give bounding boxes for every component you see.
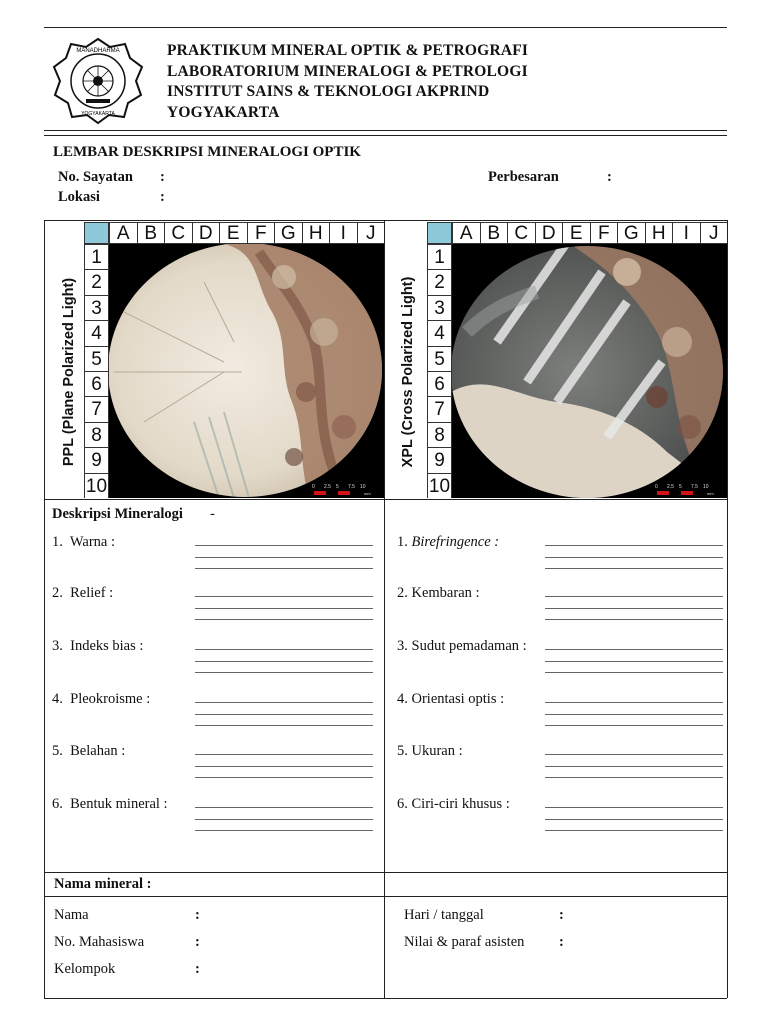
left-item-4-label: 4. Pleokroisme :	[52, 691, 151, 707]
header-text	[167, 41, 528, 123]
xpl-row-9: 9	[427, 447, 452, 473]
xpl-scale-segment	[657, 491, 669, 495]
ppl-row-2: 2	[84, 269, 109, 295]
xpl-row-4: 4	[427, 320, 452, 346]
left-item-3-answer-line[interactable]	[195, 649, 373, 650]
right-item-6-answer-line[interactable]	[545, 807, 723, 808]
ppl-column-f: F	[247, 222, 276, 244]
right-item-2-answer-line[interactable]	[545, 608, 723, 609]
xpl-row-5: 5	[427, 346, 452, 372]
left-item-5-answer-line[interactable]	[195, 777, 373, 778]
xpl-row-10: 10	[427, 473, 452, 498]
xpl-column-e: E	[562, 222, 591, 244]
footer-no-mahasiswa-label: No. Mahasiswa	[54, 934, 145, 950]
header-line-1: PRAKTIKUM MINERAL OPTIK & PETROGRAFI	[167, 42, 529, 59]
left-item-3-label: 3. Indeks bias :	[52, 638, 144, 654]
right-item-6-answer-line[interactable]	[545, 830, 723, 831]
logo-text-top: MANADHARMA	[76, 48, 120, 54]
ppl-scale-segment	[338, 491, 350, 495]
frame-left	[44, 220, 45, 998]
right-item-4-answer-line[interactable]	[545, 702, 723, 703]
footer-kelompok-label: Kelompok	[54, 961, 116, 977]
left-item-6-label: 6. Bentuk mineral :	[52, 796, 168, 812]
xpl-scale-tick-label: 5	[679, 484, 682, 490]
left-item-3-answer-line[interactable]	[195, 661, 373, 662]
left-item-5-label: 5. Belahan :	[52, 743, 126, 759]
no-sayatan-colon: :	[160, 169, 165, 185]
nama-mineral-top-rule	[44, 872, 727, 873]
right-item-5-answer-line[interactable]	[545, 766, 723, 767]
xpl-column-f: F	[590, 222, 619, 244]
right-item-4-label: 4. Orientasi optis :	[397, 691, 505, 707]
description-title: Deskripsi Mineralogi	[52, 506, 183, 522]
left-item-2-answer-line[interactable]	[195, 608, 373, 609]
xpl-micrograph	[427, 222, 727, 498]
xpl-scale-segment	[693, 491, 705, 495]
perbesaran-label: Perbesaran	[488, 169, 559, 185]
right-item-1-answer-line[interactable]	[545, 557, 723, 558]
ppl-column-g: G	[274, 222, 303, 244]
left-item-1-answer-line[interactable]	[195, 545, 373, 546]
ppl-label: PPL (Plane Polarized Light)	[61, 277, 77, 467]
description-title-dash: -	[210, 506, 215, 522]
xpl-scale-unit: mm	[707, 491, 714, 496]
footer-nilai-paraf-label: Nilai & paraf asisten	[404, 934, 525, 950]
ppl-scale-tick-label: 0	[312, 484, 315, 490]
right-item-1-label: 1. Birefringence :	[397, 534, 500, 550]
left-item-4-answer-line[interactable]	[195, 714, 373, 715]
birefringence-label: Birefringence :	[411, 534, 500, 550]
ppl-column-d: D	[192, 222, 221, 244]
lokasi-colon: :	[160, 189, 165, 205]
ppl-scale-unit: mm	[364, 491, 371, 496]
left-item-6-answer-line[interactable]	[195, 807, 373, 808]
ppl-row-5: 5	[84, 346, 109, 372]
left-item-5-answer-line[interactable]	[195, 766, 373, 767]
right-item-1-answer-line[interactable]	[545, 568, 723, 569]
ppl-column-j: J	[357, 222, 385, 244]
frame-bottom	[44, 998, 727, 999]
perbesaran-colon: :	[607, 169, 612, 185]
left-item-2-answer-line[interactable]	[195, 619, 373, 620]
xpl-column-i: I	[672, 222, 701, 244]
right-item-3-answer-line[interactable]	[545, 661, 723, 662]
institution-logo	[50, 35, 146, 125]
ppl-column-i: I	[329, 222, 358, 244]
right-item-2-answer-line[interactable]	[545, 596, 723, 597]
sheet-title: LEMBAR DESKRIPSI MINERALOGI OPTIK	[53, 144, 361, 160]
ppl-row-1: 1	[84, 244, 109, 270]
xpl-scale-tick-label: 10	[703, 484, 709, 490]
xpl-row-8: 8	[427, 422, 452, 448]
footer-hari-tanggal-label: Hari / tanggal	[404, 907, 484, 923]
ppl-scale-tick-label: 5	[336, 484, 339, 490]
ppl-row-4: 4	[84, 320, 109, 346]
no-sayatan-label: No. Sayatan	[58, 169, 133, 185]
right-item-6-answer-line[interactable]	[545, 819, 723, 820]
micro-bottom-rule	[44, 499, 727, 500]
frame-right	[727, 220, 728, 998]
right-item-6-label: 6. Ciri-ciri khusus :	[397, 796, 510, 812]
xpl-row-3: 3	[427, 295, 452, 321]
ppl-grid-corner	[84, 222, 109, 244]
xpl-scale-tick-label: 0	[655, 484, 658, 490]
ppl-scale-tick-label: 10	[360, 484, 366, 490]
ppl-row-7: 7	[84, 396, 109, 422]
header-line-4: YOGYAKARTA	[167, 103, 280, 121]
xpl-column-b: B	[480, 222, 509, 244]
xpl-scale-tick-label: 7.5	[691, 484, 698, 490]
right-item-4-answer-line[interactable]	[545, 725, 723, 726]
xpl-label: XPL (Cross Polarized Light)	[400, 276, 416, 468]
footer-kelompok-colon: :	[195, 961, 200, 977]
left-item-6-answer-line[interactable]	[195, 830, 373, 831]
right-item-4-answer-line[interactable]	[545, 714, 723, 715]
xpl-row-7: 7	[427, 396, 452, 422]
right-item-5-label: 5. Ukuran :	[397, 743, 463, 759]
lokasi-label: Lokasi	[58, 189, 100, 205]
left-item-3-answer-line[interactable]	[195, 672, 373, 673]
right-item-5-answer-line[interactable]	[545, 754, 723, 755]
ppl-scale-segment	[350, 491, 362, 495]
logo-text-bottom: YOGYAKARTA	[81, 111, 115, 117]
left-item-4-answer-line[interactable]	[195, 725, 373, 726]
right-item-2-answer-line[interactable]	[545, 619, 723, 620]
xpl-column-g: G	[617, 222, 646, 244]
left-item-2-answer-line[interactable]	[195, 596, 373, 597]
footer-hari-tanggal-colon: :	[559, 907, 564, 923]
ppl-column-c: C	[164, 222, 193, 244]
ppl-scale-segment	[314, 491, 326, 495]
xpl-scale-bar	[657, 484, 717, 496]
frame-middle	[384, 220, 385, 998]
xpl-grid-corner	[427, 222, 452, 244]
xpl-column-d: D	[535, 222, 564, 244]
header-rule-1	[44, 130, 727, 131]
footer-nama-label: Nama	[54, 907, 89, 923]
ppl-scale-bar	[314, 484, 374, 496]
left-item-6-answer-line[interactable]	[195, 819, 373, 820]
left-item-1-label: 1. Warna :	[52, 534, 115, 550]
right-item-2-label: 2. Kembaran :	[397, 585, 480, 601]
header-rule-2	[44, 135, 727, 136]
frame-top	[44, 220, 727, 221]
right-item-3-answer-line[interactable]	[545, 649, 723, 650]
xpl-scale-segment	[669, 491, 681, 495]
footer-nama-colon: :	[195, 907, 200, 923]
left-item-2-label: 2. Relief :	[52, 585, 114, 601]
ppl-scale-tick-label: 7.5	[348, 484, 355, 490]
right-item-5-answer-line[interactable]	[545, 777, 723, 778]
ppl-micrograph	[84, 222, 384, 498]
nama-mineral-label: Nama mineral :	[54, 876, 152, 892]
top-rule	[44, 27, 727, 28]
right-item-3-label: 3. Sudut pemadaman :	[397, 638, 527, 654]
right-item-3-answer-line[interactable]	[545, 672, 723, 673]
ppl-row-6: 6	[84, 371, 109, 397]
left-item-1-answer-line[interactable]	[195, 568, 373, 569]
left-item-5-answer-line[interactable]	[195, 754, 373, 755]
xpl-scale-segment	[681, 491, 693, 495]
xpl-scale-tick-label: 2.5	[667, 484, 674, 490]
right-item-1-answer-line[interactable]	[545, 545, 723, 546]
ppl-column-e: E	[219, 222, 248, 244]
xpl-column-h: H	[645, 222, 674, 244]
header-line-3: INSTITUT SAINS & TEKNOLOGI AKPRIND	[167, 83, 490, 100]
ppl-scale-segment	[326, 491, 338, 495]
xpl-row-1: 1	[427, 244, 452, 270]
ppl-row-8: 8	[84, 422, 109, 448]
xpl-column-c: C	[507, 222, 536, 244]
ppl-row-3: 3	[84, 295, 109, 321]
footer-no-mahasiswa-colon: :	[195, 934, 200, 950]
footer-nilai-paraf-colon: :	[559, 934, 564, 950]
xpl-micrograph-panel	[427, 222, 727, 498]
ppl-column-h: H	[302, 222, 331, 244]
left-item-4-answer-line[interactable]	[195, 702, 373, 703]
ppl-column-a: A	[109, 222, 138, 244]
header-line-2: LABORATORIUM MINERALOGI & PETROLOGI	[167, 62, 528, 80]
ppl-micrograph-panel	[84, 222, 384, 498]
xpl-column-a: A	[452, 222, 481, 244]
ppl-row-10: 10	[84, 473, 109, 498]
ppl-scale-tick-label: 2.5	[324, 484, 331, 490]
nama-mineral-bottom-rule	[44, 896, 727, 897]
left-item-1-answer-line[interactable]	[195, 557, 373, 558]
ppl-column-b: B	[137, 222, 166, 244]
xpl-row-2: 2	[427, 269, 452, 295]
xpl-row-6: 6	[427, 371, 452, 397]
xpl-column-j: J	[700, 222, 728, 244]
ppl-row-9: 9	[84, 447, 109, 473]
